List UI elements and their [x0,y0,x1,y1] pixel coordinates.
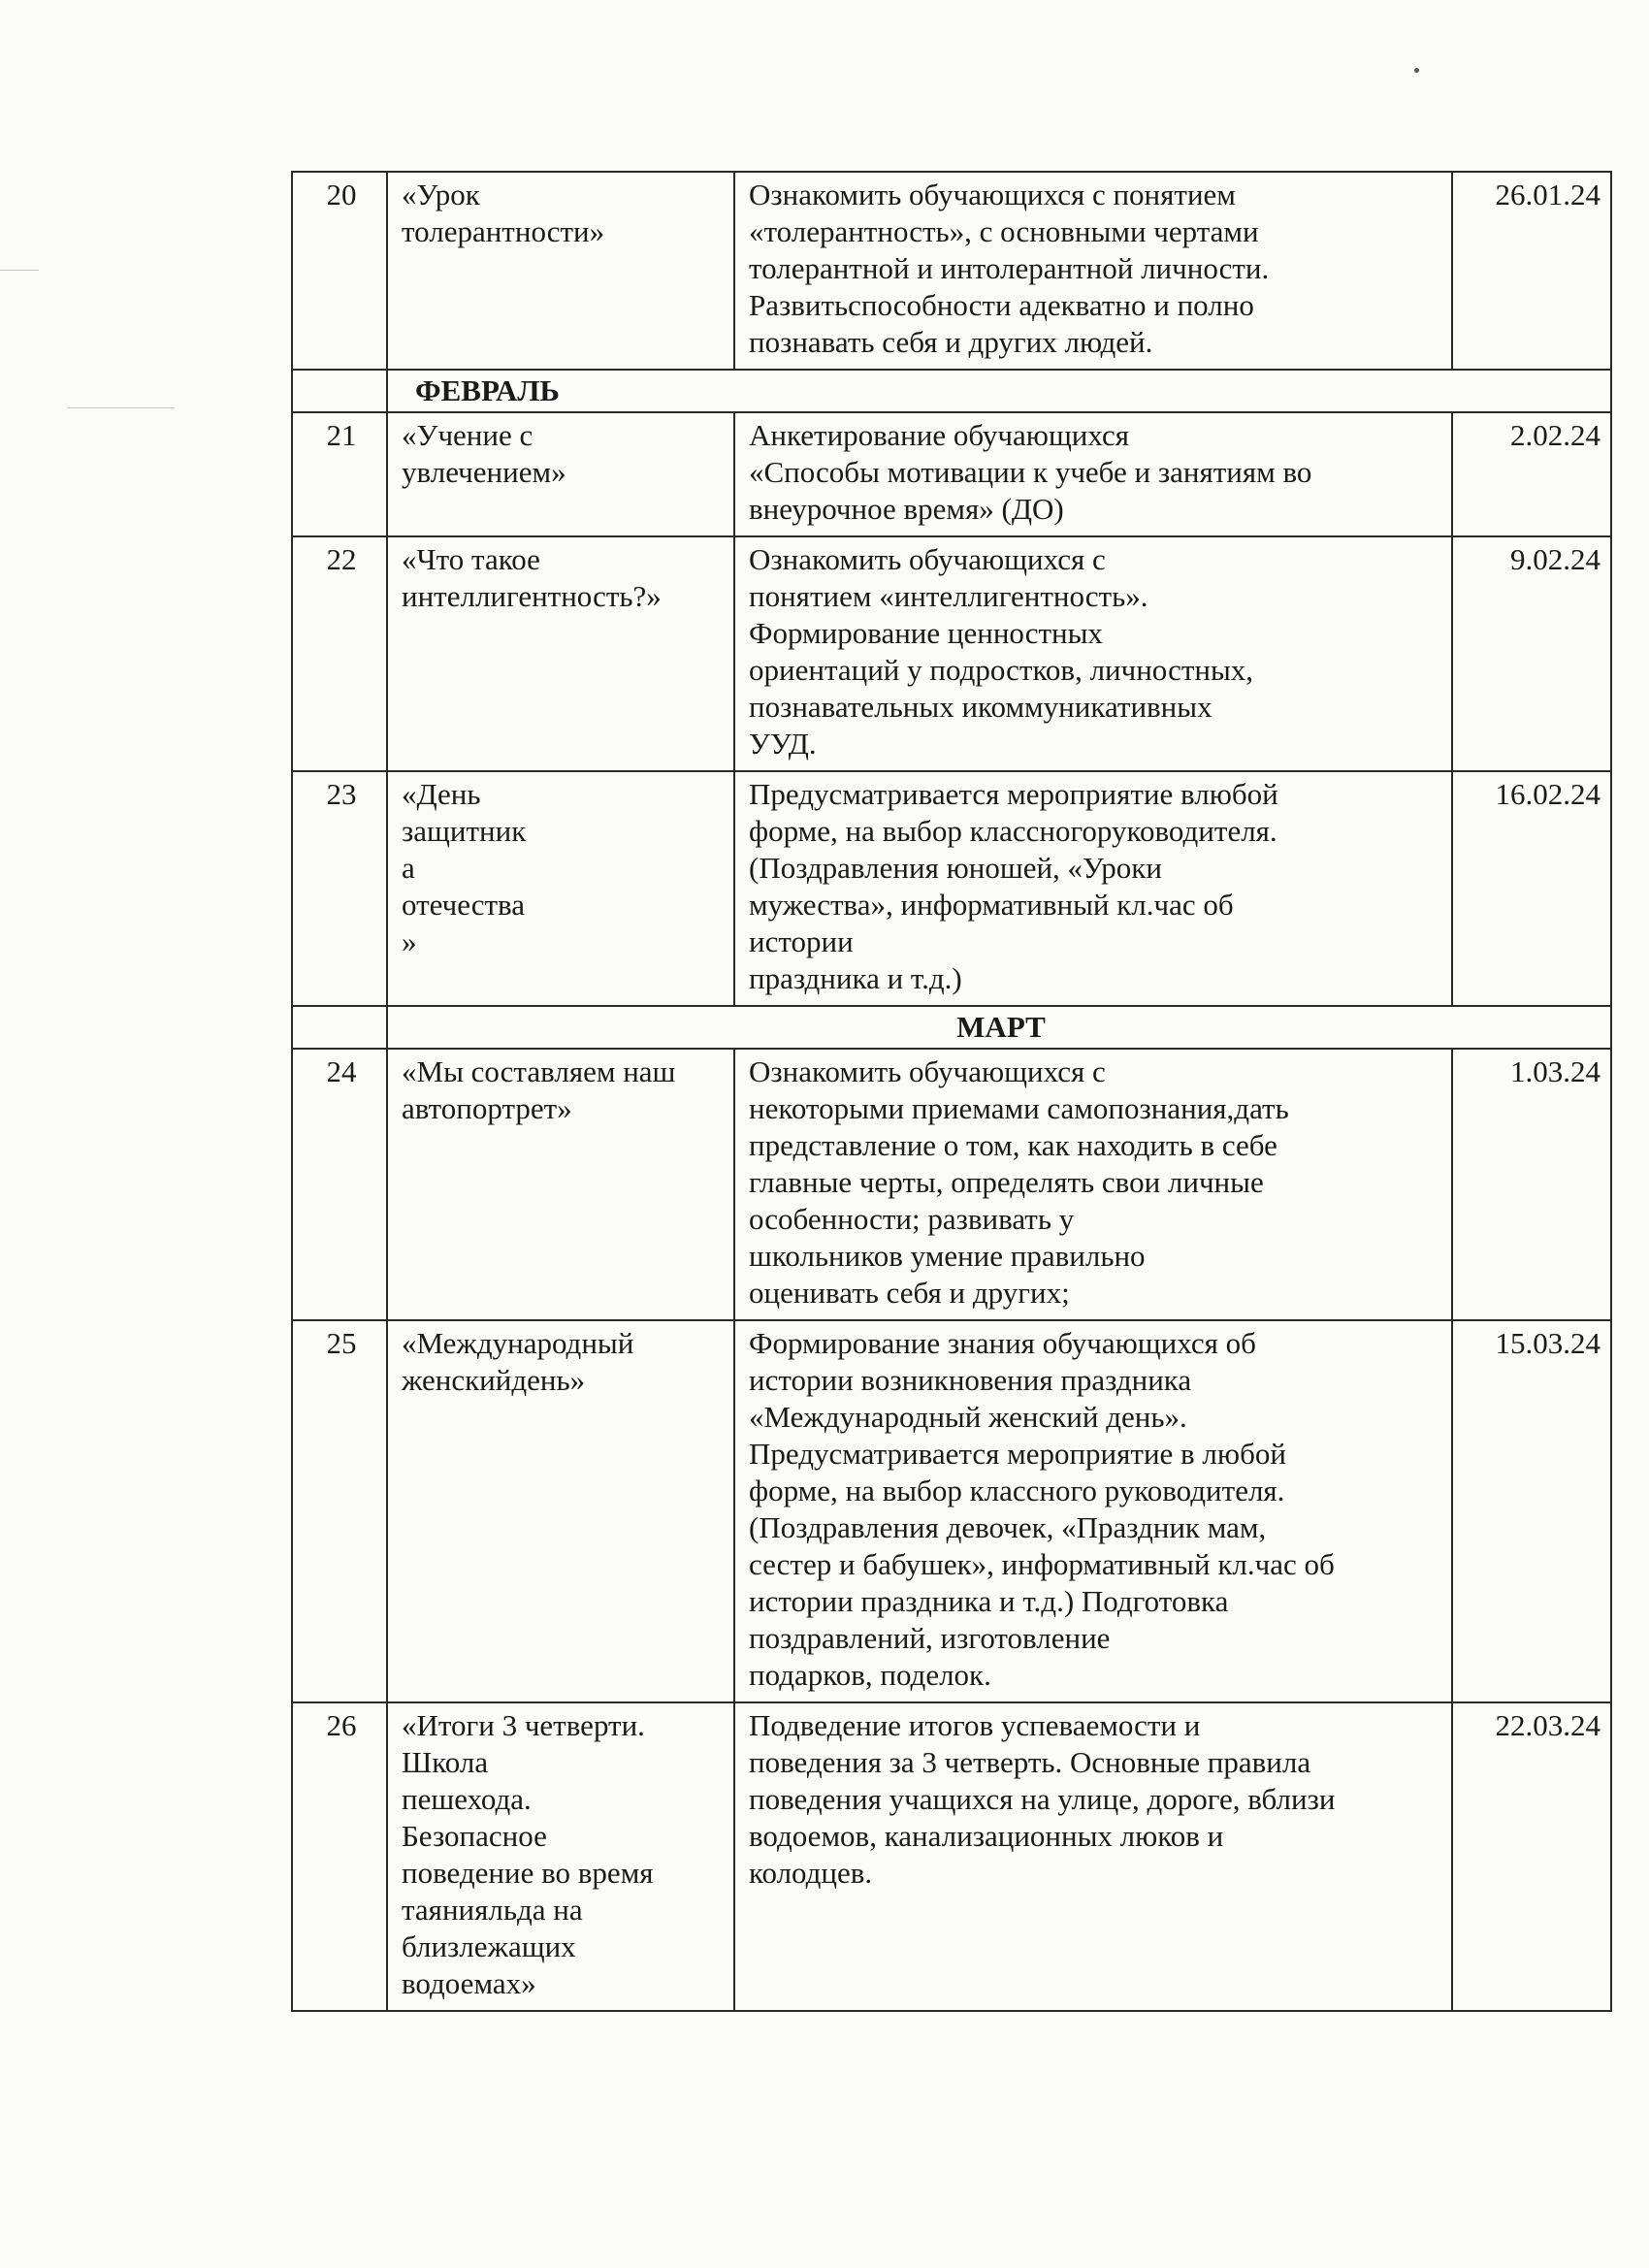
section-empty-cell [292,370,387,412]
month-section-row [292,370,1611,412]
event-description-line: истории [749,924,854,958]
event-description-line: поведения за 3 четверть. Основные правила [749,1745,1311,1779]
event-title-line: отечества [402,888,526,922]
event-date: 1.03.24 [1452,1049,1611,1320]
event-title-line: «Мы составляем наш [402,1054,676,1088]
events-table-body [292,172,1611,2011]
event-description-line: Ознакомить обучающихся с [749,1054,1106,1088]
row-number: 24 [292,1049,387,1320]
event-title-line: автопортрет» [402,1091,572,1125]
event-row [292,1702,1611,2011]
event-title-line: «Международный [402,1326,634,1360]
scan-streak [0,270,39,271]
event-description-line: (Поздравления юношей, «Уроки [749,851,1162,885]
event-date: 16.02.24 [1452,771,1611,1006]
event-description-line: форме, на выбор классного руководителя. [749,1474,1285,1507]
event-description-line: Анкетирование обучающихся [749,418,1130,452]
event-title-line: интеллигентность?» [402,579,662,613]
event-description-line: понятием «интеллигентность». [749,579,1148,613]
event-description-cell [734,412,1452,536]
month-section-row [292,1006,1611,1049]
event-title-line: пешехода. [402,1782,532,1816]
event-description-line: форме, на выбор классногоруководителя. [749,814,1277,848]
event-description-line: подарков, поделок. [749,1658,991,1692]
event-title-line: поведение во время [402,1856,654,1890]
event-title-line: защитник [402,814,527,848]
event-date: 9.02.24 [1452,536,1611,771]
event-row [292,172,1611,370]
event-description-line: внеурочное время» (ДО) [749,492,1064,526]
row-number: 21 [292,412,387,536]
event-title-cell [387,1049,734,1320]
event-description-line: Развитьспособности адекватно и полно [749,288,1254,322]
event-title-line: «День [402,777,481,811]
event-description-cell [734,1702,1452,2011]
event-description-line: некоторыми приемами самопознания,дать [749,1091,1289,1125]
event-title-cell [387,172,734,370]
event-date: 26.01.24 [1452,172,1611,370]
event-title-line: «Урок [402,178,480,211]
event-description-line: поведения учащихся на улице, дороге, вблизи [749,1782,1336,1816]
row-number: 26 [292,1702,387,2011]
event-date: 15.03.24 [1452,1320,1611,1702]
month-heading: ФЕВРАЛЬ [387,370,1611,412]
row-number: 20 [292,172,387,370]
event-description-cell [734,172,1452,370]
event-description-cell [734,1320,1452,1702]
event-description-cell [734,771,1452,1006]
event-title-cell [387,1320,734,1702]
row-number: 22 [292,536,387,771]
section-empty-cell [292,1006,387,1049]
event-title-line: близлежащих [402,1929,576,1963]
event-date: 2.02.24 [1452,412,1611,536]
scan-streak [68,407,175,408]
event-title-line: женскийдень» [402,1363,586,1397]
event-title-line: » [402,924,417,958]
event-row [292,771,1611,1006]
event-row [292,412,1611,536]
event-title-line: Безопасное [402,1819,547,1853]
event-description-line: познавать себя и других людей. [749,325,1153,359]
event-description-line: (Поздравления девочек, «Праздник мам, [749,1510,1267,1544]
event-description-line: истории возникновения праздника [749,1363,1192,1397]
scan-speck [1414,68,1419,73]
event-title-cell [387,412,734,536]
events-table [291,171,1612,2012]
event-title-cell [387,1702,734,2011]
event-row [292,536,1611,771]
event-description-line: Ознакомить обучающихся с понятием [749,178,1236,211]
event-description-line: Предусматривается мероприятие влюбой [749,777,1278,811]
event-description-line: школьников умение правильно [749,1239,1146,1273]
event-description-line: особенности; развивать у [749,1202,1075,1236]
event-row [292,1049,1611,1320]
event-title-line: Школа [402,1745,489,1779]
event-description-line: УУД. [749,727,817,761]
event-title-line: «Учение с [402,418,534,452]
event-description-cell [734,536,1452,771]
event-title-line: «Итоги 3 четверти. [402,1708,645,1742]
event-description-line: истории праздника и т.д.) Подготовка [749,1584,1229,1618]
event-row [292,1320,1611,1702]
event-description-line: поздравлений, изготовление [749,1621,1111,1655]
event-title-line: а [402,851,415,885]
event-description-line: праздника и т.д.) [749,961,962,995]
row-number: 23 [292,771,387,1006]
event-title-line: «Что такое [402,542,540,576]
month-heading: МАРТ [387,1006,1611,1049]
event-description-line: ориентаций у подростков, личностных, [749,653,1254,687]
event-description-line: толерантной и интолерантной личности. [749,251,1270,285]
event-description-line: Ознакомить обучающихся с [749,542,1106,576]
event-description-line: Подведение итогов успеваемости и [749,1708,1201,1742]
event-description-line: сестер и бабушек», информативный кл.час об [749,1547,1335,1581]
event-title-cell [387,771,734,1006]
event-description-line: «Способы мотивации к учебе и занятиям во [749,455,1312,489]
row-number: 25 [292,1320,387,1702]
event-description-line: представление о том, как находить в себе [749,1128,1277,1162]
event-description-line: мужества», информативный кл.час об [749,888,1234,922]
event-description-line: водоемов, канализационных люков и [749,1819,1224,1853]
event-description-line: познавательных икоммуникативных [749,690,1212,724]
event-description-line: «Международный женский день». [749,1400,1187,1434]
event-description-line: Предусматривается мероприятие в любой [749,1437,1286,1471]
event-title-line: таянияльда на [402,1893,583,1927]
event-description-line: «толерантность», с основными чертами [749,214,1259,248]
event-description-cell [734,1049,1452,1320]
event-description-line: оценивать себя и других; [749,1276,1070,1310]
event-title-line: увлечением» [402,455,566,489]
event-description-line: колодцев. [749,1856,873,1890]
event-title-line: водоемах» [402,1966,536,2000]
event-description-line: Формирование знания обучающихся об [749,1326,1256,1360]
event-description-line: Формирование ценностных [749,616,1103,650]
event-title-cell [387,536,734,771]
event-date: 22.03.24 [1452,1702,1611,2011]
event-title-line: толерантности» [402,214,605,248]
event-description-line: главные черты, определять свои личные [749,1165,1264,1199]
